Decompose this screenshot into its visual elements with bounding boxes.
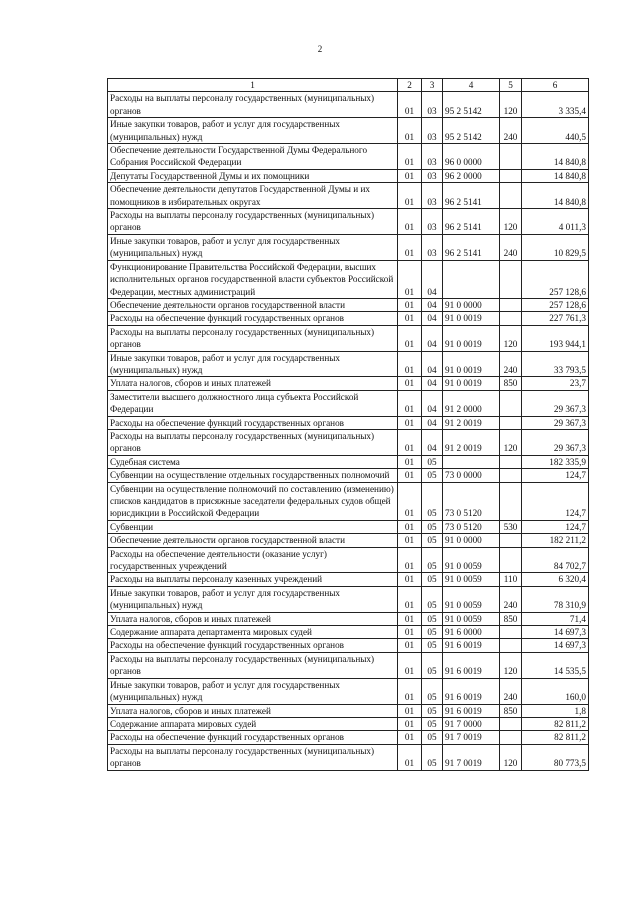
row-name: Уплата налогов, сборов и иных платежей [108, 377, 398, 390]
row-name: Расходы на выплаты персоналу государственных (муниципальных) органов [108, 652, 398, 678]
row-section: 01 [398, 416, 422, 429]
table-row [108, 377, 589, 390]
row-section: 01 [398, 639, 422, 652]
row-target-code [443, 455, 500, 468]
row-target-code: 91 2 0019 [443, 429, 500, 455]
row-section: 01 [398, 92, 422, 118]
row-target-code: 91 0 0059 [443, 547, 500, 573]
table-row [108, 482, 589, 520]
row-target-code: 96 2 0000 [443, 169, 500, 182]
table-row [108, 612, 589, 625]
row-subsection: 05 [422, 482, 443, 520]
row-name: Обеспечение деятельности депутатов Государственной Думы и их помощников в избирательных округах [108, 183, 398, 209]
row-expense-type: 240 [500, 234, 522, 260]
row-subsection: 05 [422, 704, 443, 717]
row-name: Расходы на обеспечение функций государственных органов [108, 731, 398, 744]
row-expense-type [500, 547, 522, 573]
row-amount: 14 697,3 [522, 626, 589, 639]
row-target-code: 91 6 0019 [443, 704, 500, 717]
row-name: Обеспечение деятельности органов государственной власти [108, 298, 398, 311]
table-row [108, 469, 589, 482]
row-section: 01 [398, 744, 422, 770]
table-row [108, 312, 589, 325]
row-amount: 182 211,2 [522, 534, 589, 547]
row-section: 01 [398, 377, 422, 390]
row-target-code: 91 6 0000 [443, 626, 500, 639]
row-section: 01 [398, 717, 422, 730]
row-expense-type: 240 [500, 118, 522, 144]
row-amount: 78 310,9 [522, 586, 589, 612]
row-name: Расходы на выплаты персоналу государственных (муниципальных) органов [108, 209, 398, 235]
row-subsection: 03 [422, 92, 443, 118]
header-target: 4 [443, 79, 500, 92]
row-subsection: 03 [422, 234, 443, 260]
row-section: 01 [398, 678, 422, 704]
row-subsection: 05 [422, 520, 443, 533]
row-target-code: 91 7 0019 [443, 744, 500, 770]
row-subsection: 03 [422, 169, 443, 182]
row-name: Иные закупки товаров, работ и услуг для государственных (муниципальных) нужд [108, 351, 398, 377]
row-expense-type [500, 183, 522, 209]
row-expense-type: 120 [500, 325, 522, 351]
row-expense-type [500, 260, 522, 298]
table-header-row [108, 79, 589, 92]
row-expense-type [500, 534, 522, 547]
table-row [108, 144, 589, 170]
row-expense-type: 110 [500, 573, 522, 586]
row-name: Расходы на выплаты персоналу государственных (муниципальных) органов [108, 325, 398, 351]
row-section: 01 [398, 351, 422, 377]
row-subsection: 05 [422, 639, 443, 652]
row-name: Иные закупки товаров, работ и услуг для государственных (муниципальных) нужд [108, 234, 398, 260]
row-name: Расходы на обеспечение функций государственных органов [108, 639, 398, 652]
table-row [108, 183, 589, 209]
row-target-code: 91 6 0019 [443, 678, 500, 704]
row-section: 01 [398, 234, 422, 260]
row-subsection: 05 [422, 678, 443, 704]
row-subsection: 05 [422, 455, 443, 468]
row-amount: 3 335,4 [522, 92, 589, 118]
table-row [108, 626, 589, 639]
row-amount: 14 535,5 [522, 652, 589, 678]
row-subsection: 04 [422, 390, 443, 416]
row-subsection: 05 [422, 626, 443, 639]
table-row [108, 744, 589, 770]
row-subsection: 04 [422, 298, 443, 311]
row-section: 01 [398, 312, 422, 325]
row-subsection: 05 [422, 469, 443, 482]
row-expense-type [500, 717, 522, 730]
row-target-code: 96 2 5141 [443, 209, 500, 235]
row-name: Обеспечение деятельности Государственной Думы Федерального Собрания Российской Федерации [108, 144, 398, 170]
row-section: 01 [398, 325, 422, 351]
row-section: 01 [398, 455, 422, 468]
row-name: Уплата налогов, сборов и иных платежей [108, 704, 398, 717]
row-name: Расходы на выплаты персоналу государственных (муниципальных) органов [108, 744, 398, 770]
row-name: Расходы на обеспечение деятельности (оказание услуг) государственных учреждений [108, 547, 398, 573]
row-amount: 124,7 [522, 520, 589, 533]
row-target-code: 91 7 0019 [443, 731, 500, 744]
row-target-code: 96 2 5141 [443, 183, 500, 209]
row-name: Судебная система [108, 455, 398, 468]
row-expense-type [500, 639, 522, 652]
header-section: 2 [398, 79, 422, 92]
row-section: 01 [398, 704, 422, 717]
table-row [108, 704, 589, 717]
table-row [108, 390, 589, 416]
row-expense-type: 120 [500, 652, 522, 678]
budget-table [107, 78, 589, 771]
row-name: Иные закупки товаров, работ и услуг для государственных (муниципальных) нужд [108, 586, 398, 612]
row-expense-type [500, 298, 522, 311]
row-expense-type [500, 626, 522, 639]
page-number: 2 [317, 44, 323, 54]
row-name: Иные закупки товаров, работ и услуг для государственных (муниципальных) нужд [108, 678, 398, 704]
row-amount: 1,8 [522, 704, 589, 717]
table-row [108, 678, 589, 704]
row-amount: 440,5 [522, 118, 589, 144]
row-name: Уплата налогов, сборов и иных платежей [108, 612, 398, 625]
table-row [108, 586, 589, 612]
row-section: 01 [398, 612, 422, 625]
row-expense-type: 850 [500, 377, 522, 390]
row-amount: 14 697,3 [522, 639, 589, 652]
row-section: 01 [398, 652, 422, 678]
row-amount: 23,7 [522, 377, 589, 390]
row-subsection: 05 [422, 547, 443, 573]
row-expense-type [500, 469, 522, 482]
table-row [108, 209, 589, 235]
row-subsection: 03 [422, 183, 443, 209]
row-amount: 10 829,5 [522, 234, 589, 260]
row-subsection: 04 [422, 312, 443, 325]
row-target-code: 91 7 0000 [443, 717, 500, 730]
row-name: Заместители высшего должностного лица субъекта Российской Федерации [108, 390, 398, 416]
table-row [108, 731, 589, 744]
row-amount: 14 840,8 [522, 169, 589, 182]
row-subsection: 03 [422, 209, 443, 235]
row-name: Функционирование Правительства Российской Федерации, высших исполнительных органов государственной власти субъектов Российской Федерации, местных администраций [108, 260, 398, 298]
row-section: 01 [398, 169, 422, 182]
row-amount: 80 773,5 [522, 744, 589, 770]
row-target-code: 91 6 0019 [443, 639, 500, 652]
row-target-code: 91 0 0059 [443, 573, 500, 586]
row-section: 01 [398, 547, 422, 573]
row-subsection: 04 [422, 325, 443, 351]
row-section: 01 [398, 183, 422, 209]
row-expense-type: 850 [500, 612, 522, 625]
row-target-code: 95 2 5142 [443, 118, 500, 144]
row-target-code: 91 0 0000 [443, 534, 500, 547]
row-amount: 14 840,8 [522, 144, 589, 170]
row-expense-type [500, 455, 522, 468]
row-expense-type [500, 416, 522, 429]
row-amount: 33 793,5 [522, 351, 589, 377]
row-amount: 29 367,3 [522, 416, 589, 429]
table-row [108, 717, 589, 730]
row-amount: 4 011,3 [522, 209, 589, 235]
row-section: 01 [398, 260, 422, 298]
table-row [108, 351, 589, 377]
row-name: Содержание аппарата департамента мировых судей [108, 626, 398, 639]
row-amount: 6 320,4 [522, 573, 589, 586]
row-amount: 71,4 [522, 612, 589, 625]
row-section: 01 [398, 520, 422, 533]
row-subsection: 04 [422, 377, 443, 390]
row-subsection: 05 [422, 744, 443, 770]
row-expense-type: 120 [500, 209, 522, 235]
header-expense-type: 5 [500, 79, 522, 92]
row-amount: 124,7 [522, 469, 589, 482]
row-amount: 160,0 [522, 678, 589, 704]
row-target-code: 91 2 0000 [443, 390, 500, 416]
row-target-code: 91 2 0019 [443, 416, 500, 429]
row-amount: 84 702,7 [522, 547, 589, 573]
row-subsection: 05 [422, 731, 443, 744]
row-target-code: 73 0 5120 [443, 520, 500, 533]
table-row [108, 298, 589, 311]
row-section: 01 [398, 626, 422, 639]
row-subsection: 05 [422, 534, 443, 547]
row-section: 01 [398, 390, 422, 416]
row-expense-type: 240 [500, 586, 522, 612]
table-row [108, 234, 589, 260]
row-amount: 193 944,1 [522, 325, 589, 351]
row-section: 01 [398, 144, 422, 170]
row-section: 01 [398, 298, 422, 311]
row-section: 01 [398, 209, 422, 235]
row-section: 01 [398, 534, 422, 547]
row-amount: 227 761,3 [522, 312, 589, 325]
header-amount: 6 [522, 79, 589, 92]
row-subsection: 04 [422, 260, 443, 298]
row-expense-type: 530 [500, 520, 522, 533]
row-target-code: 91 0 0019 [443, 351, 500, 377]
row-name: Содержание аппарата мировых судей [108, 717, 398, 730]
table-row [108, 573, 589, 586]
table-row [108, 520, 589, 533]
row-subsection: 05 [422, 652, 443, 678]
row-expense-type [500, 144, 522, 170]
row-section: 01 [398, 586, 422, 612]
row-section: 01 [398, 118, 422, 144]
row-amount: 29 367,3 [522, 390, 589, 416]
row-name: Расходы на выплаты персоналу государственных (муниципальных) органов [108, 429, 398, 455]
row-target-code: 96 0 0000 [443, 144, 500, 170]
table-row [108, 652, 589, 678]
row-target-code: 91 6 0019 [443, 652, 500, 678]
row-name: Иные закупки товаров, работ и услуг для государственных (муниципальных) нужд [108, 118, 398, 144]
row-section: 01 [398, 482, 422, 520]
table-row [108, 118, 589, 144]
row-subsection: 03 [422, 144, 443, 170]
table-row [108, 455, 589, 468]
row-target-code: 91 0 0059 [443, 586, 500, 612]
row-section: 01 [398, 429, 422, 455]
row-amount: 82 811,2 [522, 731, 589, 744]
row-name: Расходы на обеспечение функций государственных органов [108, 416, 398, 429]
row-subsection: 05 [422, 586, 443, 612]
table-body [108, 92, 589, 770]
row-subsection: 05 [422, 573, 443, 586]
row-subsection: 04 [422, 416, 443, 429]
row-expense-type: 120 [500, 429, 522, 455]
row-name: Субвенции на осуществление полномочий по составлению (изменению) списков кандидатов в присяжные заседатели федеральных судов общей юрисдикции в Российской Федерации [108, 482, 398, 520]
row-subsection: 05 [422, 612, 443, 625]
row-name: Расходы на выплаты персоналу государственных (муниципальных) органов [108, 92, 398, 118]
header-name: 1 [108, 79, 398, 92]
row-expense-type: 120 [500, 92, 522, 118]
table-row [108, 639, 589, 652]
header-subsection: 3 [422, 79, 443, 92]
table-row [108, 92, 589, 118]
row-subsection: 05 [422, 717, 443, 730]
row-expense-type [500, 169, 522, 182]
row-target-code [443, 260, 500, 298]
row-target-code: 91 0 0019 [443, 312, 500, 325]
table-row [108, 534, 589, 547]
table-row [108, 169, 589, 182]
table-row [108, 325, 589, 351]
row-subsection: 04 [422, 429, 443, 455]
row-expense-type [500, 731, 522, 744]
row-section: 01 [398, 469, 422, 482]
row-target-code: 96 2 5141 [443, 234, 500, 260]
row-expense-type [500, 312, 522, 325]
row-expense-type: 240 [500, 678, 522, 704]
table-row [108, 429, 589, 455]
row-target-code: 73 0 0000 [443, 469, 500, 482]
row-target-code: 91 0 0000 [443, 298, 500, 311]
row-target-code: 91 0 0059 [443, 612, 500, 625]
row-amount: 29 367,3 [522, 429, 589, 455]
row-target-code: 91 0 0019 [443, 377, 500, 390]
row-expense-type: 120 [500, 744, 522, 770]
row-expense-type: 240 [500, 351, 522, 377]
row-amount: 182 335,9 [522, 455, 589, 468]
row-amount: 257 128,6 [522, 260, 589, 298]
row-amount: 14 840,8 [522, 183, 589, 209]
row-target-code: 73 0 5120 [443, 482, 500, 520]
row-amount: 82 811,2 [522, 717, 589, 730]
row-name: Субвенции [108, 520, 398, 533]
table-row [108, 260, 589, 298]
row-name: Субвенции на осуществление отдельных государственных полномочий [108, 469, 398, 482]
row-target-code: 95 2 5142 [443, 92, 500, 118]
row-name: Расходы на выплаты персоналу казенных учреждений [108, 573, 398, 586]
table-row [108, 547, 589, 573]
row-section: 01 [398, 731, 422, 744]
row-section: 01 [398, 573, 422, 586]
row-expense-type: 850 [500, 704, 522, 717]
row-expense-type [500, 482, 522, 520]
row-expense-type [500, 390, 522, 416]
row-name: Расходы на обеспечение функций государственных органов [108, 312, 398, 325]
row-target-code: 91 0 0019 [443, 325, 500, 351]
row-subsection: 03 [422, 118, 443, 144]
row-amount: 124,7 [522, 482, 589, 520]
row-name: Депутаты Государственной Думы и их помощники [108, 169, 398, 182]
row-name: Обеспечение деятельности органов государственной власти [108, 534, 398, 547]
row-subsection: 04 [422, 351, 443, 377]
table-row [108, 416, 589, 429]
row-amount: 257 128,6 [522, 298, 589, 311]
